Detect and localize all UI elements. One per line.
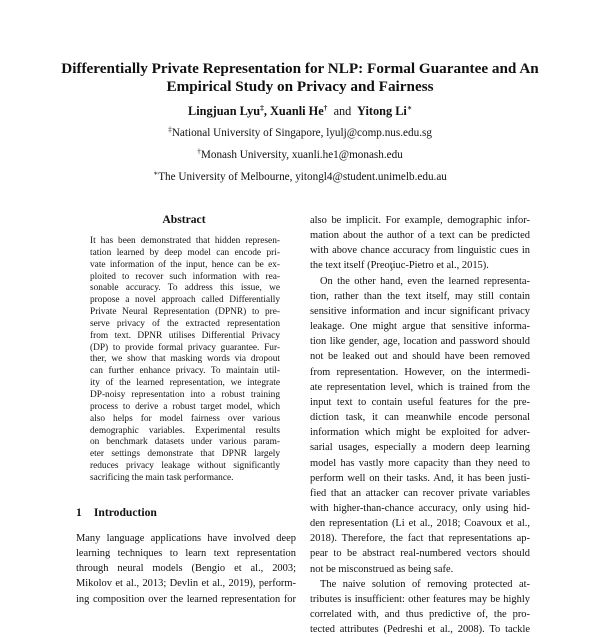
title-line: Differentially Private Representation for NLP: Formal Guarantee and An <box>61 60 539 77</box>
affiliation-text: Monash University, xuanli.he1@monash.edu <box>200 149 403 161</box>
intro-line: learning techniques to learn text representation <box>76 548 296 560</box>
abstract-line: also helps for model fairness over various <box>90 413 280 424</box>
body-line: tected attributes (Pedreshi et al., 2008). To tackle <box>310 624 530 636</box>
abstract-line: eter settings demonstrate that DPNR largely <box>90 449 280 460</box>
abstract-heading: Abstract <box>162 213 206 226</box>
body-line: with above chance accuracy from linguistic cues in <box>310 245 530 257</box>
author-name: Lingjuan Lyu <box>188 104 261 118</box>
paper-title <box>40 60 560 96</box>
abstract-line: reduces privacy leakage without significantly <box>90 461 280 472</box>
body-line: not be leaked out and should have been removed <box>310 351 530 363</box>
abstract-line: propose a novel approach called Differentially <box>90 295 280 306</box>
body-line: 2018). Therefore, the fact that representations ap- <box>310 533 530 545</box>
affiliation <box>40 170 560 184</box>
affiliation-text: National University of Singapore, lyulj@comp.nus.edu.sg <box>171 127 432 139</box>
body-line: sarial usages, especially a modern deep learning <box>310 442 530 454</box>
section-heading <box>76 506 296 519</box>
author-mark: † <box>323 102 328 112</box>
body-line: correlated with, and thus predictive of, the pro- <box>310 609 530 621</box>
title-line: Empirical Study on Privacy and Fairness <box>166 78 434 95</box>
affiliation-mark: ‡ <box>168 124 172 134</box>
body-line: model has vastly more capacity than they need to <box>310 457 530 469</box>
abstract-line: tation learned by deep model can encode pri- <box>90 247 280 258</box>
author-conjunction: and <box>333 104 352 118</box>
body-line: not be misconstrued as being safe. <box>310 563 454 575</box>
body-line: diction task, it can meanwhile encode personal <box>310 412 530 424</box>
body-line: pear to be abstract real-numbered vectors should <box>310 548 530 560</box>
author-name: Yitong Li <box>357 104 407 118</box>
body-line: The naive solution of removing protected at- <box>320 578 530 590</box>
author-mark: ∗ <box>406 102 412 112</box>
intro-line: Many language applications have involved deep <box>76 533 296 544</box>
abstract-line: sonable accuracy. To address this issue, we <box>90 283 280 294</box>
affiliation-mark: † <box>197 146 201 156</box>
abstract-line: DP-noisy representation into a robust training <box>90 389 280 400</box>
abstract-line: vate information of the input, hence can be ex- <box>90 259 280 270</box>
abstract-line: ity of the learned representation, we integrate <box>90 378 280 389</box>
abstract-line: ther, we show that masking words via dropout <box>90 354 280 365</box>
body-line: tion, rather than the text itself, may still contain <box>310 290 530 302</box>
body-line: ate representation level, which is trained from the <box>310 381 530 393</box>
abstract-line: demographic variables. Experimental results <box>90 425 280 436</box>
affiliation <box>40 126 560 140</box>
body-line: also be implicit. For example, demographic infor- <box>310 215 530 226</box>
abstract-line: on benchmark datasets under various param- <box>90 437 280 448</box>
intro-line: through neural models (Bengio et al., 2003; <box>76 563 296 575</box>
affiliation-text: The University of Melbourne, yitongl4@student.unimelb.edu.au <box>158 171 447 183</box>
author-list: Lingjuan Lyu‡, Xuanli He† and Yitong Li∗ <box>188 102 412 118</box>
body-line: information which might be exploited for adver- <box>310 427 530 439</box>
abstract-body <box>90 236 280 485</box>
body-line: input text to contain useful features for the pre- <box>310 396 530 408</box>
body-line: leakage. One might argue that sensitive informa- <box>310 321 530 333</box>
body-line: tion like gender, age, location and password should <box>310 336 530 348</box>
affiliation <box>40 148 560 162</box>
abstract-line: (DP) to provide formal privacy guarantee. Fur- <box>90 342 280 353</box>
abstract-line: process to derive a robust target model, which <box>90 401 280 412</box>
abstract-line: sacrificing the main task performance. <box>90 472 234 483</box>
author-name: Xuanli He <box>270 104 324 118</box>
affiliation-mark: ∗ <box>153 168 159 178</box>
body-line: fied that an attacker can recover private variables <box>310 487 530 499</box>
abstract-line: Private Neural Representation (DPNR) to pre- <box>90 307 280 318</box>
abstract-line: serve privacy of the extracted representation <box>90 318 280 329</box>
abstract-line: ploited to recover such information with rea- <box>90 271 280 282</box>
body-line: from representation. However, on the intermedi- <box>310 366 530 378</box>
body-line: On the other hand, even the learned representa- <box>320 275 530 287</box>
section-title: Introduction <box>93 506 157 519</box>
abstract-line: from text. DPNR utilises Differential Privacy <box>90 330 280 341</box>
body-line: tributes is insufficient: other features may be highly <box>310 593 530 605</box>
section-number: 1 <box>76 506 82 519</box>
body-line: mation about the author of a text can be predicted <box>310 230 530 242</box>
abstract-line: can further enhance privacy. To maintain util- <box>90 366 280 377</box>
intro-line: ing composition over the learned representation for <box>76 593 296 605</box>
body-line: sensitive information and incur significant privacy <box>310 305 530 317</box>
abstract-line: It has been demonstrated that hidden represen- <box>90 236 280 246</box>
author-mark: ‡ <box>260 102 264 112</box>
body-line: with higher-than-chance accuracy, only using hid- <box>310 502 530 514</box>
body-line: den representation (Li et al., 2018; Coavoux et al., <box>310 518 530 530</box>
body-line: perform well on their tasks. And, it has been justi- <box>310 472 530 484</box>
body-line: the text itself (Preoţiuc-Pietro et al., 2015). <box>310 260 489 272</box>
introduction-body <box>76 531 296 607</box>
intro-line: Mikolov et al., 2013; Devlin et al., 2019), perform- <box>76 578 296 590</box>
right-column <box>310 213 530 637</box>
